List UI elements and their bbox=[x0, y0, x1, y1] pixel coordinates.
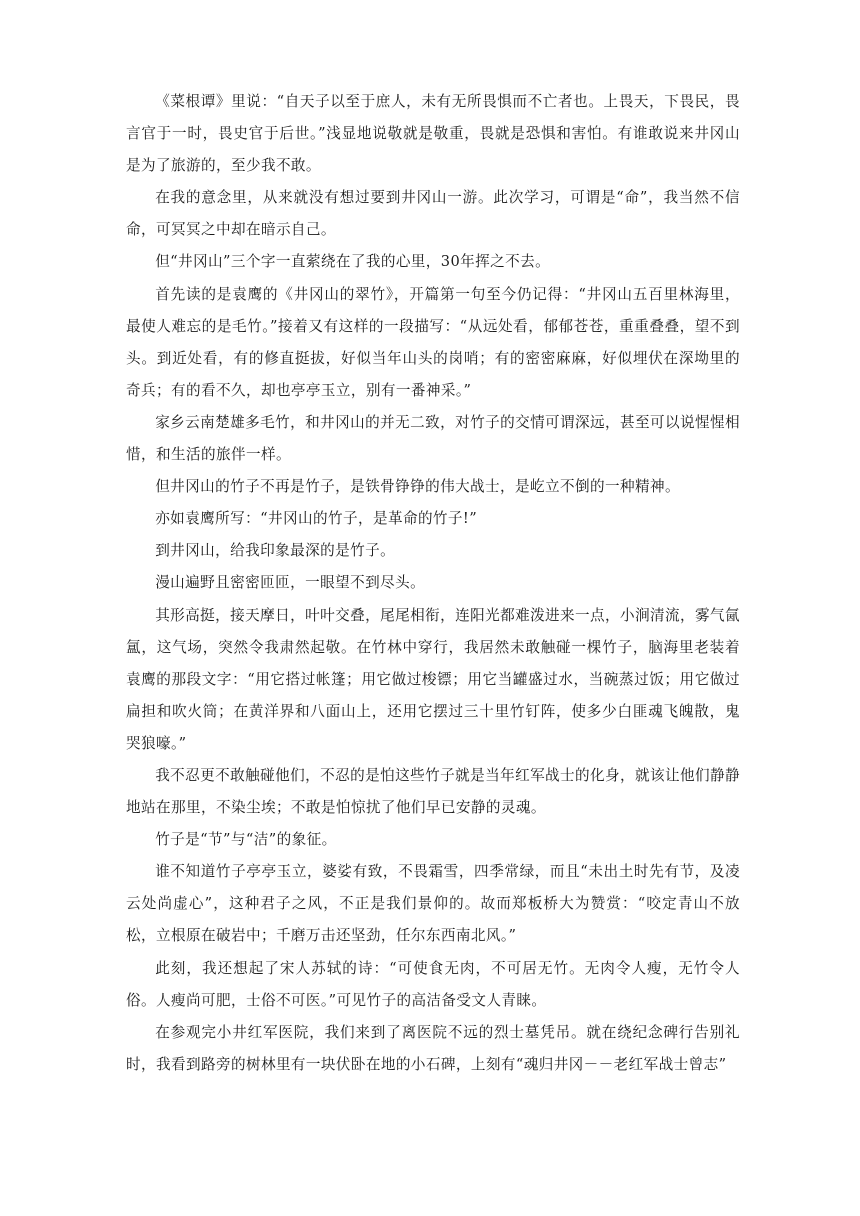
paragraph-12: 竹子是“节”与“洁”的象征。 bbox=[155, 831, 337, 849]
paragraph-11: 我不忍更不敢触碰他们，不忍的是怕这些竹子就是当年红军战士的化身，就该让他们静静地站在那里，不染尘埃；不敢是怕惊扰了他们早已安静的灵魂。 bbox=[126, 766, 740, 817]
paragraph-7: 亦如袁鹰所写：“井冈山的竹子，是革命的竹子!” bbox=[155, 510, 478, 528]
paragraph-9: 漫山遍野且密密匝匝，一眼望不到尽头。 bbox=[155, 574, 426, 592]
paragraph-2: 在我的意念里，从来就没有想过要到井冈山一游。此次学习，可谓是“命”，我当然不信命，可冥冥之中却在暗示自己。 bbox=[126, 189, 740, 239]
paragraph-15: 在参观完小井红军医院，我们来到了离医院不远的烈士墓凭吊。就在绕纪念碑行告别礼时，我看到路旁的树林里有一块伏卧在地的小石碑，上刻有“魂归井冈－－老红军战士曾志” bbox=[126, 1023, 740, 1073]
paragraph-4: 首先读的是袁鹰的《井冈山的翠竹》，开篇第一句至今仍记得：“井冈山五百里林海里，最使人难忘的是毛竹。”接着又有这样的一段描写：“从远处看，郁郁苍苍，重重叠叠，望不到头。到近处看，有的修直挺拔，好似当年山头的岗哨；有的密密麻麻，好似埋伏在深坳里的奇兵；有的看不久，却也亭亭玉立，别有一番神采。” bbox=[126, 285, 740, 399]
paragraph-5: 家乡云南楚雄多毛竹，和井冈山的并无二致，对竹子的交情可谓深远，甚至可以说惺惺相惜，和生活的旅伴一样。 bbox=[126, 413, 740, 464]
article-body bbox=[126, 86, 740, 1081]
paragraph-10: 其形高挺，接天摩日，叶叶交叠，尾尾相衔，连阳光都难泼进来一点，小涧清流，雾气氤氲，这气场，突然令我肃然起敬。在竹林中穿行，我居然未敢触碰一棵竹子，脑海里老装着袁鹰的那段文字：“用它搭过帐篷；用它做过梭镖；用它当罐盛过水，当碗蒸过饭；用它做过扁担和吹火筒；在黄洋界和八面山上，还用它摆过三十里竹钉阵，使多少白匪魂飞魄散，鬼哭狼嚎。” bbox=[126, 606, 740, 752]
paragraph-14: 此刻，我还想起了宋人苏轼的诗：“可使食无肉，不可居无竹。无肉令人瘦，无竹令人俗。人瘦尚可肥，士俗不可医。”可见竹子的高洁备受文人青睐。 bbox=[126, 959, 740, 1009]
paragraph-8: 到井冈山，给我印象最深的是竹子。 bbox=[155, 542, 396, 560]
paragraph-3: 但“井冈山”三个字一直萦绕在了我的心里，30年挥之不去。 bbox=[155, 253, 551, 271]
paragraph-6: 但井冈山的竹子不再是竹子，是铁骨铮铮的伟大战士，是屹立不倒的一种精神。 bbox=[155, 478, 680, 496]
paragraph-13: 谁不知道竹子亭亭玉立，婆娑有致，不畏霜雪，四季常绿，而且“未出土时先有节，及凌云处尚虚心”，这种君子之风，不正是我们景仰的。故而郑板桥大为赞赏：“咬定青山不放松，立根原在破岩中；千磨万击还坚劲，任尔东西南北风。” bbox=[126, 863, 740, 945]
paragraph-1: 《菜根谭》里说：“自天子以至于庶人，未有无所畏惧而不亡者也。上畏天，下畏民，畏言官于一时，畏史官于后世。”浅显地说敬就是敬重，畏就是恐惧和害怕。有谁敢说来井冈山是为了旅游的，至少我不敢。 bbox=[126, 93, 740, 175]
